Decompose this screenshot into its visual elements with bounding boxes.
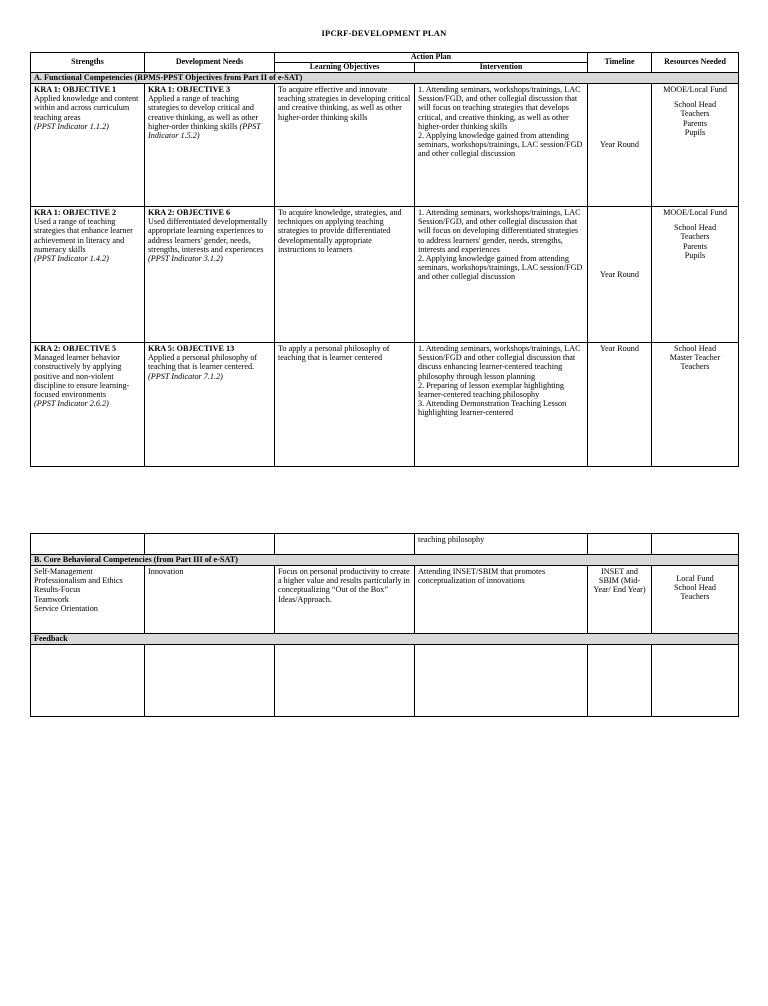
resource-item: Teachers: [680, 109, 710, 119]
feedback-label: Feedback: [31, 634, 739, 645]
empty-cell: [588, 534, 652, 555]
intervention-cell: [415, 84, 588, 207]
strength-text: Managed learner behavior constructively by applying positive and non-violent discipline to ensure learning-focused environments: [34, 353, 130, 399]
intervention-cell: [415, 343, 588, 467]
empty-cell: [145, 534, 275, 555]
need-cell: [145, 207, 275, 343]
resource-fund: MOOE/Local Fund: [663, 85, 727, 94]
strength-kra: KRA 1: OBJECTIVE 2: [34, 208, 117, 217]
need-indicator: (PPST Indicator 3.1.2): [148, 253, 223, 263]
need-text: Applied a range of teaching strategies to develop critical and creative thinking, as well as other higher-order thinking skills: [148, 94, 259, 131]
feedback-cell: [415, 645, 588, 717]
feedback-cell: [145, 645, 275, 717]
table-row: [31, 343, 739, 467]
table-row: [31, 84, 739, 207]
resource-item: Master Teacher: [669, 353, 721, 363]
resource-item: School Head: [673, 100, 717, 110]
timeline-cell: Year Round: [588, 343, 652, 467]
need-kra: KRA 5: OBJECTIVE 13: [148, 344, 235, 353]
core-strength-item: Professionalism and Ethics: [34, 576, 123, 586]
empty-cell: [31, 534, 145, 555]
resource-item: Teachers: [680, 592, 710, 602]
table-row: [31, 566, 739, 634]
resource-item: School Head: [673, 344, 717, 353]
objective-cell: To apply a personal philosophy of teaching that is learner centered: [275, 343, 415, 467]
intervention-item: 1. Attending seminars, workshops/trainings, LAC Session/FGD, and other collegial discussion that will focus on teaching strategies that develops critical, and creative thinking, as well as other higher-order thinking skills: [418, 85, 581, 131]
need-text: Applied a personal philosophy of teaching that is learner centered.: [148, 353, 258, 372]
need-cell: [145, 343, 275, 467]
feedback-entry-row: [31, 645, 739, 717]
feedback-row: [31, 634, 739, 645]
resource-item: Teachers: [680, 232, 710, 242]
header-learning-objectives: Learning Objectives: [275, 63, 415, 73]
strength-text: Applied knowledge and content within and across curriculum teaching areas: [34, 94, 139, 122]
header-timeline: Timeline: [588, 53, 652, 73]
resource-item: School Head: [673, 223, 717, 233]
core-resources-cell: [652, 566, 739, 634]
resource-item: Parents: [682, 241, 708, 251]
timeline-cell: Year Round: [588, 84, 652, 207]
header-resources-needed: Resources Needed: [652, 53, 739, 73]
resource-item: Teachers: [680, 362, 710, 372]
section-a-label: A. Functional Competencies (RPMS-PPST Objectives from Part II of e-SAT): [31, 73, 739, 84]
intervention-item: 2. Applying knowledge gained from attending seminars, workshops/trainings, LAC session/FGD and other collegial discussion: [418, 130, 583, 159]
resource-item: Pupils: [684, 127, 706, 137]
need-indicator: (PPST Indicator 1.5.2): [148, 121, 261, 140]
intervention-item: 1. Attending seminars, workshops/trainings, LAC Session/FGD, and other collegial discussion that will focus on developing differentiated strategies to address learners' gender, needs, strengths, interests and experiences: [418, 208, 581, 254]
intervention-item: 3. Attending Demonstration Teaching Lesson highlighting learner-centered: [418, 399, 567, 418]
header-strengths: Strengths: [31, 53, 145, 73]
header-development-needs: Development Needs: [145, 53, 275, 73]
intervention-continued: teaching philosophy: [415, 534, 588, 555]
need-kra: KRA 1: OBJECTIVE 3: [148, 85, 231, 94]
need-cell: [145, 84, 275, 207]
page-title: IPCRF-DEVELOPMENT PLAN: [321, 28, 447, 38]
strength-kra: KRA 1: OBJECTIVE 1: [34, 85, 117, 94]
core-strength-item: Results-Focus: [34, 585, 81, 595]
section-a-row: [31, 73, 739, 84]
feedback-cell: [652, 645, 739, 717]
section-b-label: B. Core Behavioral Competencies (from Part III of e-SAT): [31, 555, 739, 566]
core-strength-item: Self-Management: [34, 567, 93, 576]
core-intervention-cell: Attending INSET/SBIM that promotes conceptualization of innovations: [415, 566, 588, 634]
header-action-plan: Action Plan: [275, 53, 588, 63]
strength-indicator: (PPST Indicator 1.1.2): [34, 121, 109, 131]
strength-indicator: (PPST Indicator 1.4.2): [34, 253, 109, 263]
intervention-item: 1. Attending seminars, workshops/trainings, LAC Session/FGD and other collegial discussion that discuss enhancing learner-centered teaching philosophy through lesson planning: [418, 344, 581, 381]
resources-cell: [652, 343, 739, 467]
strength-cell: [31, 84, 145, 207]
core-timeline-cell: INSET and SBIM (Mid-Year/ End Year): [588, 566, 652, 634]
empty-cell: [275, 534, 415, 555]
core-need-cell: Innovation: [145, 566, 275, 634]
resource-item: Local Fund: [676, 574, 714, 583]
need-indicator: (PPST Indicator 7.1.2): [148, 371, 223, 381]
feedback-cell: [588, 645, 652, 717]
header-intervention: Intervention: [415, 63, 588, 73]
table-row: [31, 207, 739, 343]
resource-fund: MOOE/Local Fund: [663, 208, 727, 217]
intervention-cell: [415, 207, 588, 343]
intervention-item: 2. Applying knowledge gained from attending seminars, workshops/trainings, LAC session/FGD and other collegial discussion: [418, 253, 583, 282]
strength-text: Used a range of teaching strategies that enhance learner achievement in literacy and numeracy skills: [34, 217, 133, 254]
core-strengths-cell: [31, 566, 145, 634]
core-objective-cell: Focus on personal productivity to create a higher value and results particularly in conceptualizing “Out of the Box” Ideas/Approach.: [275, 566, 415, 634]
empty-cell: [652, 534, 739, 555]
continuation-row: [31, 534, 739, 555]
objective-cell: To acquire effective and innovate teaching strategies in developing critical and creative thinking, as well as other higher-order thinking skills: [275, 84, 415, 207]
strength-cell: [31, 207, 145, 343]
feedback-cell: [275, 645, 415, 717]
resources-cell: [652, 207, 739, 343]
intervention-item: 2. Preparing of lesson exemplar highlighting learner-centered teaching philosophy: [418, 380, 564, 399]
core-strength-item: Service Orientation: [34, 603, 98, 613]
strength-kra: KRA 2: OBJECTIVE 5: [34, 344, 117, 353]
objective-cell: To acquire knowledge, strategies, and techniques on applying teaching strategies to provide differentiated developmentally appropriate instructions to learners: [275, 207, 415, 343]
development-plan-table-continued: [30, 533, 739, 717]
resources-cell: [652, 84, 739, 207]
resource-item: Parents: [682, 118, 708, 128]
section-b-row: [31, 555, 739, 566]
feedback-cell: [31, 645, 145, 717]
header-row: [31, 53, 739, 63]
core-strength-item: Teamwork: [34, 594, 69, 604]
need-text: Used differentiated developmentally appropriate learning experiences to address learners' gender, needs, strengths, interests and experiences: [148, 217, 268, 254]
resource-item: Pupils: [684, 250, 706, 260]
timeline-cell: Year Round: [588, 207, 652, 343]
strength-cell: [31, 343, 145, 467]
development-plan-table: [30, 52, 739, 467]
need-kra: KRA 2: OBJECTIVE 6: [148, 208, 231, 217]
resource-item: School Head: [673, 583, 717, 593]
strength-indicator: (PPST Indicator 2.6.2): [34, 399, 109, 409]
